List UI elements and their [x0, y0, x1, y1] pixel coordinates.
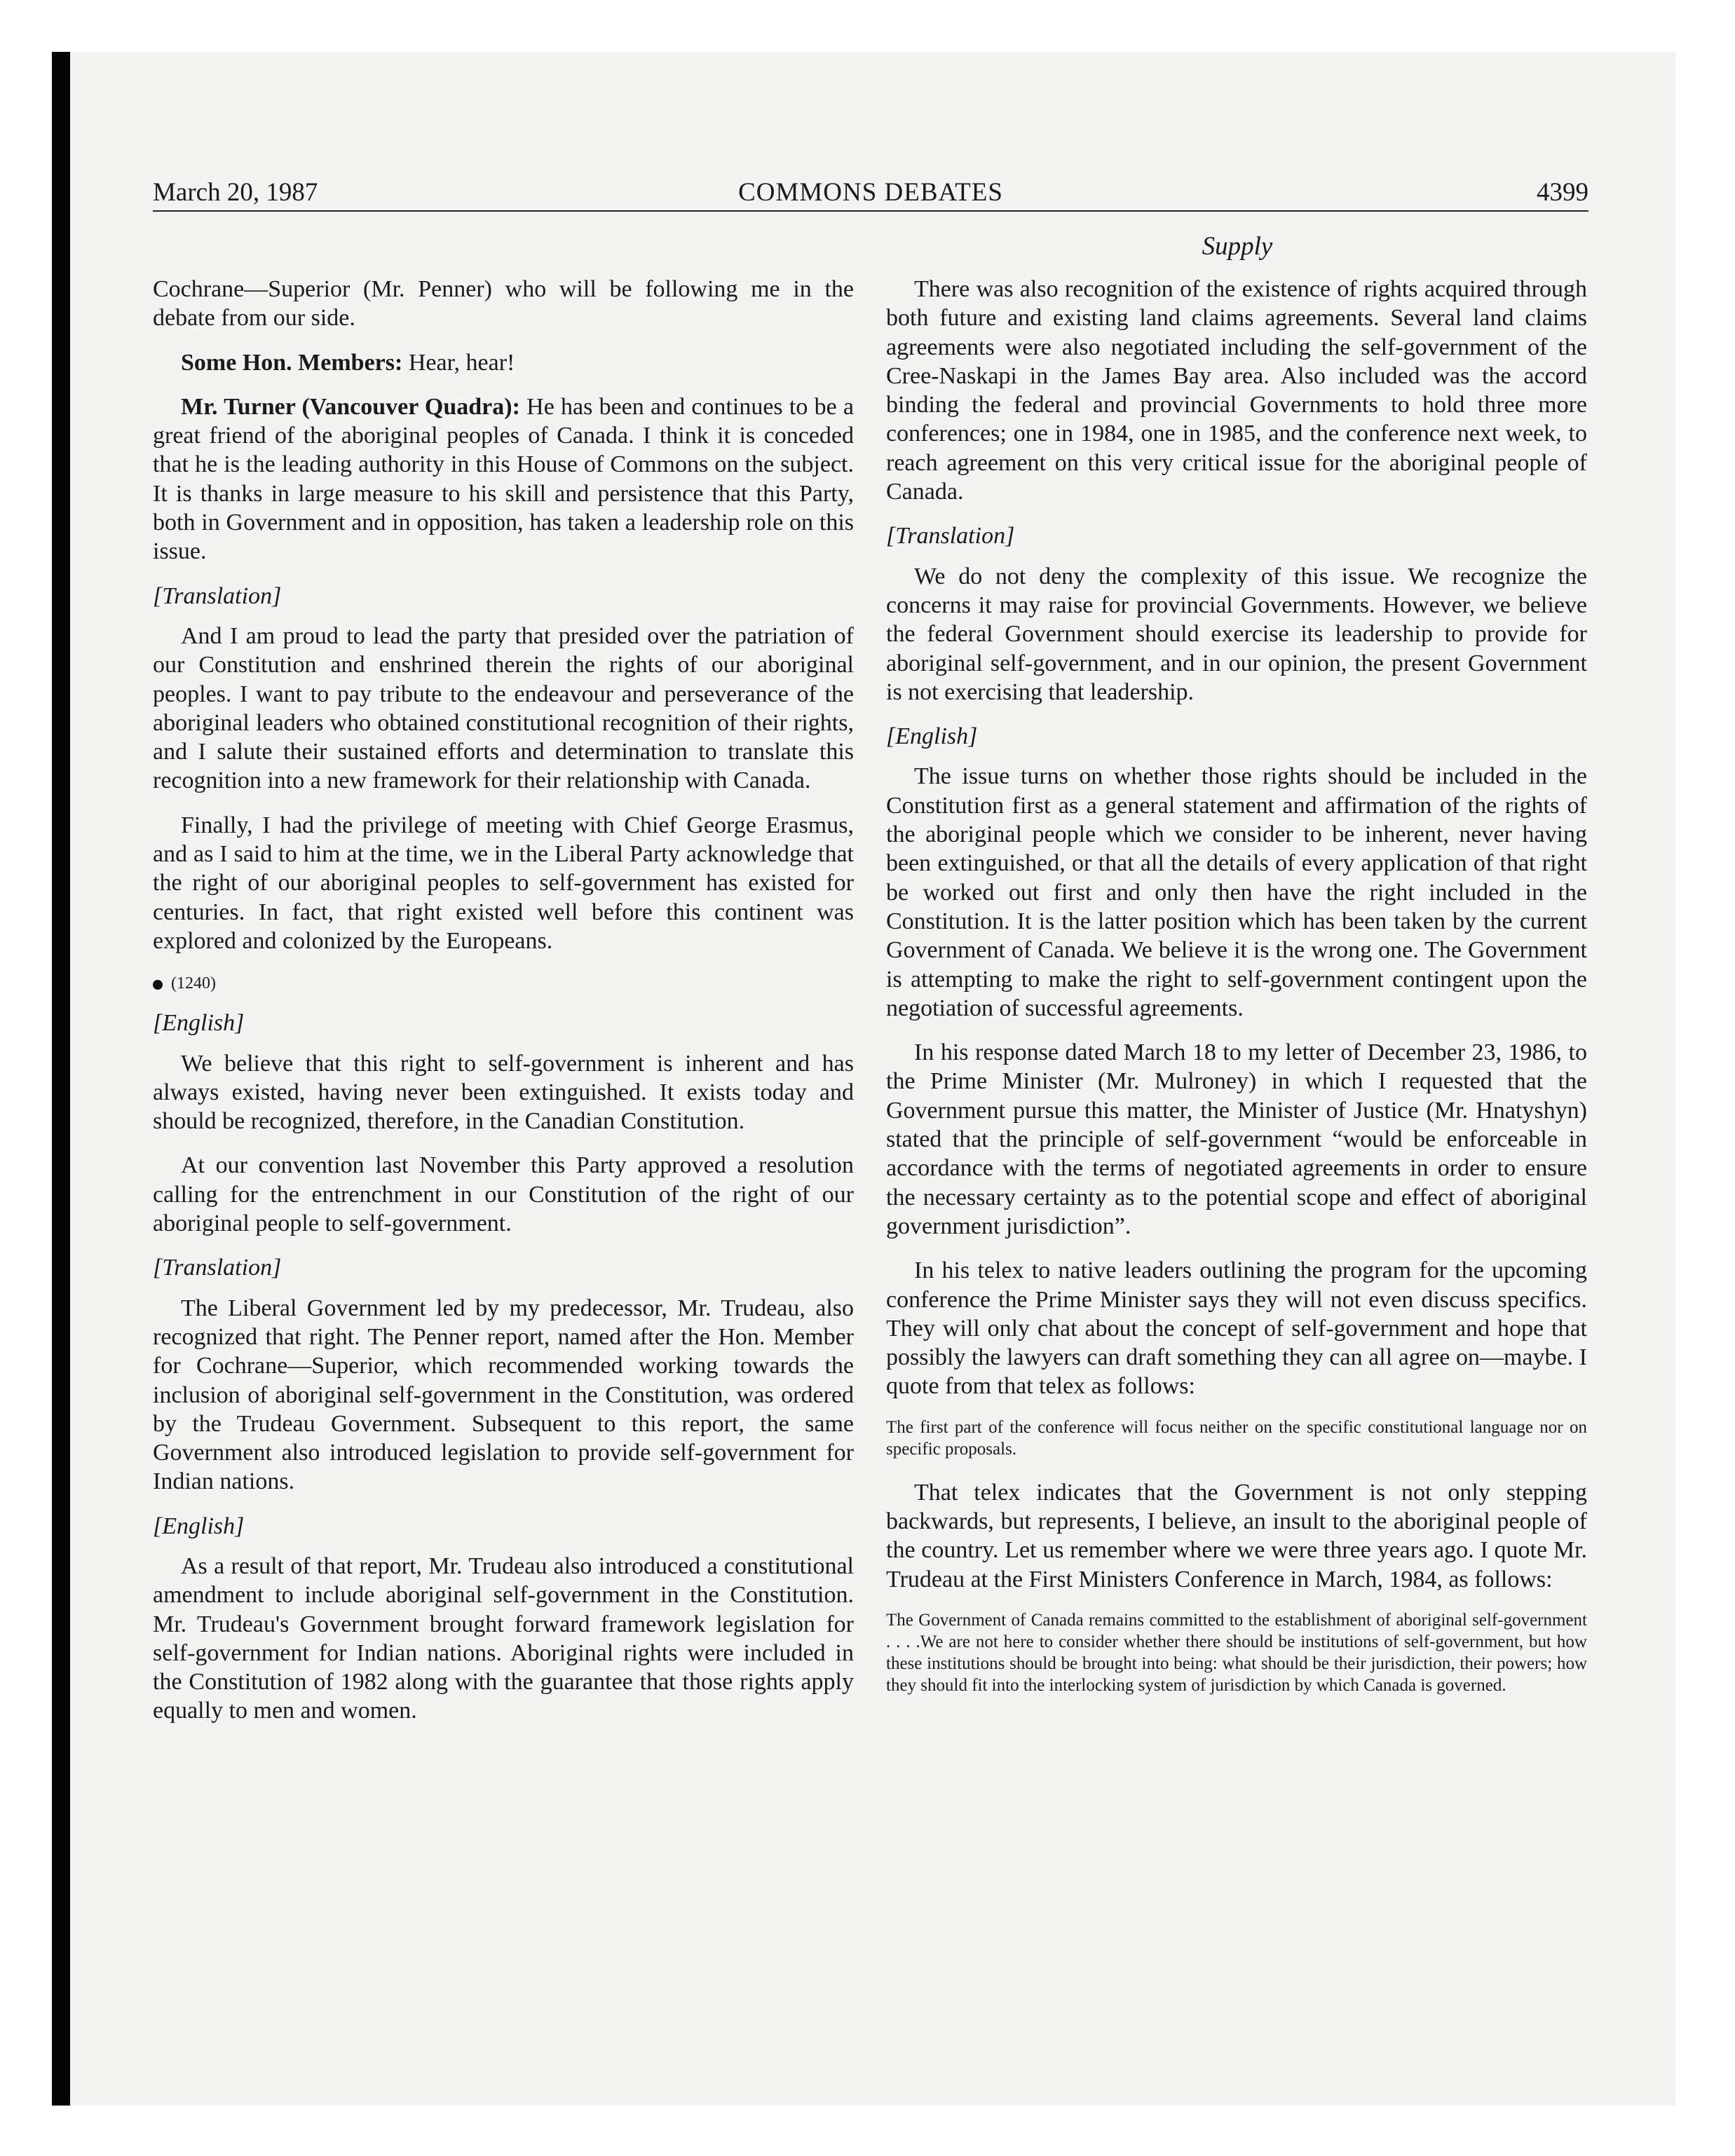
header-date: March 20, 1987 [153, 178, 318, 207]
running-head: Supply [1202, 232, 1273, 261]
speaker-name: Mr. Turner (Vancouver Quadra): [181, 393, 520, 420]
speech-paragraph [153, 348, 854, 377]
speech-text: He has been and continues to be a great friend of the aboriginal peoples of Canada. I think it is conceded that he is the leading authority in this House of Commons on the subject. It is thanks in large measure to his skill and persistence that this Party, both in Government and in opposition, has taken a leadership role on this issue. [153, 393, 854, 565]
paragraph: We believe that this right to self-government is inherent and has always existed, having never been extinguished. It exists today and should be recognized, therefore, in the Canadian Constitution. [153, 1050, 854, 1135]
speaker-name: Some Hon. Members: [181, 349, 403, 376]
header-title: COMMONS DEBATES [738, 178, 1003, 207]
paragraph: At our convention last November this Party approved a resolution calling for the entrenchment in our Constitution of the right of our aboriginal people to self-government. [153, 1152, 854, 1237]
time-marker [153, 971, 854, 996]
language-label: [English] [153, 1513, 245, 1539]
language-label: [Translation] [153, 582, 282, 609]
paragraph: That telex indicates that the Government is not only stepping backwards, but represents, I believe, an insult to the aboriginal people of the country. Let us remember where we were three years ago. I quote Mr. Trudeau at the First Ministers Conference in March, 1984, as follows: [886, 1479, 1587, 1592]
block-quote: The first part of the conference will focus neither on the specific constitutional language nor on specific proposals. [886, 1417, 1587, 1459]
paragraph: As a result of that report, Mr. Trudeau also introduced a constitutional amendment to include aboriginal self-government in the Constitution. Mr. Trudeau's Government brought forward framework legislation for self-government for Indian nations. Aboriginal rights were included in the Constitution of 1982 along with the guarantee that those rights apply equally to men and women. [153, 1553, 854, 1724]
paragraph: The issue turns on whether those rights should be included in the Constitution first as a general statement and affirmation of the rights of the aboriginal people which we consider to be inherent, never having been extinguished, or that all the details of every application of that right be worked out first and only then have the right included in the Constitution. It is the latter position which has been taken by the current Government of Canada. We believe it is the wrong one. The Government is attempting to make the right to self-government contingent upon the negotiation of successful agreements. [886, 763, 1587, 1021]
language-label: [Translation] [153, 1255, 282, 1281]
page-header [153, 175, 1588, 212]
language-label: [English] [886, 723, 978, 750]
right-column [886, 275, 1587, 1714]
speech-paragraph [153, 393, 854, 566]
paragraph: And I am proud to lead the party that presided over the patriation of our Constitution and enshrined therein the rights of our aboriginal peoples. I want to pay tribute to the endeavour and perseverance of the aboriginal leaders who obtained constitutional recognition of their rights, and I salute their sustained efforts and determination to translate this recognition into a new framework for their relationship with Canada. [153, 622, 854, 794]
paragraph: Finally, I had the privilege of meeting with Chief George Erasmus, and as I said to him at the time, we in the Liberal Party acknowledge that the right of our aboriginal peoples to self-government has existed for centuries. In fact, that right existed well before this continent was explored and colonized by the Europeans. [153, 812, 854, 954]
left-column [153, 275, 854, 1741]
language-label: [English] [153, 1010, 245, 1037]
time-marker-text: (1240) [171, 974, 216, 993]
paragraph: There was also recognition of the existence of rights acquired through both future and existing land claims agreements. Several land claims agreements were also negotiated including the self-government of the Cree-Naskapi in the James Bay area. Also included was the accord binding the federal and provincial Governments to hold three more conferences; one in 1984, one in 1985, and the conference next week, to reach agreement on this very critical issue for the aboriginal people of Canada. [886, 276, 1587, 505]
language-label: [Translation] [886, 523, 1015, 550]
bullet-icon [153, 980, 163, 990]
paragraph: We do not deny the complexity of this issue. We recognize the concerns it may raise for provincial Governments. However, we believe the federal Government should exercise its leadership to provide for aboriginal self-government, and in our opinion, the present Government is not exercising that leadership. [886, 563, 1587, 705]
speech-text: Hear, hear! [402, 349, 515, 376]
block-quote: The Government of Canada remains committed to the establishment of aboriginal self-government . . . .We are not here to consider whether there should be institutions of self-government, but how these institutions should be brought into being: what should be their jurisdiction, their powers; how they should fit into the interlocking system of jurisdiction by which Canada is governed. [886, 1610, 1587, 1695]
header-page-number: 4399 [1537, 178, 1588, 207]
scan-edge-bar [52, 52, 70, 2106]
paragraph: The Liberal Government led by my predecessor, Mr. Trudeau, also recognized that right. The Penner report, named after the Hon. Member for Cochrane—Superior, which recommended working towards the inclusion of aboriginal self-government in the Constitution, was ordered by the Trudeau Government. Subsequent to this report, the same Government also introduced legislation to provide self-government for Indian nations. [153, 1295, 854, 1495]
paragraph: Cochrane—Superior (Mr. Penner) who will be following me in the debate from our side. [153, 276, 854, 332]
paragraph: In his response dated March 18 to my letter of December 23, 1986, to the Prime Minister (Mr. Mulroney) in which I requested that the Government pursue this matter, the Minister of Justice (Mr. Hnatyshyn) stated that the principle of self-government “would be enforceable in accordance with the terms of negotiated agreements in order to ensure the necessary certainty as to the potential scope and effect of aboriginal government jurisdiction”. [886, 1039, 1587, 1239]
paragraph: In his telex to native leaders outlining the program for the upcoming conference the Prime Minister says they will not even discuss specifics. They will only chat about the concept of self-government and hope that possibly the lawyers can draft something they can all agree on—maybe. I quote from that telex as follows: [886, 1257, 1587, 1400]
